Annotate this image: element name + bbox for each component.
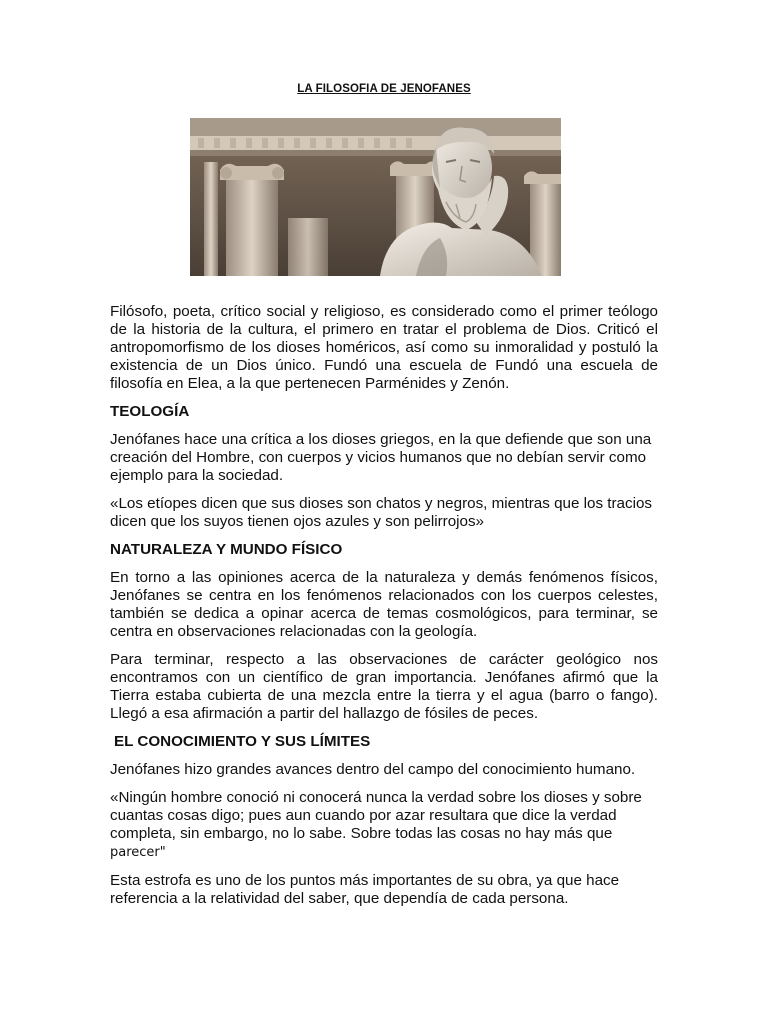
conocimiento-quote-main: «Ningún hombre conoció ni conocerá nunca la verdad sobre los dioses y sobre cuantas cosas digo; pues aun cuando por azar resultara que dice la verdad completa, sin embargo, no lo sabe. Sobre todas las cosas no hay más que	[110, 789, 642, 842]
naturaleza-paragraph-2: Para terminar, respecto a las observaciones de carácter geológico nos encontramos con un científico de gran importancia. Jenófanes afirmó que la Tierra estaba cubierta de una mezcla entre la tierra y el agua (barro o fango). Llegó a esa afirmación a partir del hallazgo de fósiles de peces.	[110, 651, 658, 722]
document-body	[110, 303, 658, 918]
teologia-quote: «Los etíopes dicen que sus dioses son chatos y negros, mientras que los tracios dicen que los suyos tienen ojos azules y son pelirrojos»	[110, 495, 652, 530]
section-heading-naturaleza: NATURALEZA Y MUNDO FÍSICO	[110, 541, 343, 558]
document-title: LA FILOSOFIA DE JENOFANES	[297, 83, 471, 95]
section-heading-teologia: TEOLOGÍA	[110, 403, 190, 420]
conocimiento-quote-tail: parecer"	[110, 845, 166, 860]
teologia-paragraph: Jenófanes hace una crítica a los dioses griegos, en la que defiende que son una creación del Hombre, con cuerpos y vicios humanos que no debían servir como ejemplo para la sociedad.	[110, 431, 652, 484]
statue-image	[190, 118, 561, 276]
intro-paragraph: Filósofo, poeta, crítico social y religioso, es considerado como el primer teólogo de la historia de la cultura, el primero en tratar el problema de Dios. Criticó el antropomorfismo de los dioses homéricos, así como su inmoralidad y postuló la existencia de un Dios único. Fundó una escuela de Fundó una escuela de filosofía en Elea, a la que pertenecen Parménides y Zenón.	[110, 303, 658, 392]
section-heading-conocimiento: EL CONOCIMIENTO Y SUS LÍMITES	[114, 733, 371, 750]
naturaleza-paragraph-1: En torno a las opiniones acerca de la naturaleza y demás fenómenos físicos, Jenófanes se centra en los fenómenos relacionados con los cuerpos celestes, también se dedica a opinar acerca de temas cosmológicos, para terminar, se centra en observaciones relacionadas con la geología.	[110, 569, 658, 640]
statue-photo-graphic	[190, 118, 561, 276]
conocimiento-closing: Esta estrofa es uno de los puntos más importantes de su obra, ya que hace referencia a la relatividad del saber, que dependía de cada persona.	[110, 872, 620, 907]
conocimiento-paragraph: Jenófanes hizo grandes avances dentro del campo del conocimiento humano.	[110, 761, 636, 778]
conocimiento-quote	[110, 789, 658, 862]
